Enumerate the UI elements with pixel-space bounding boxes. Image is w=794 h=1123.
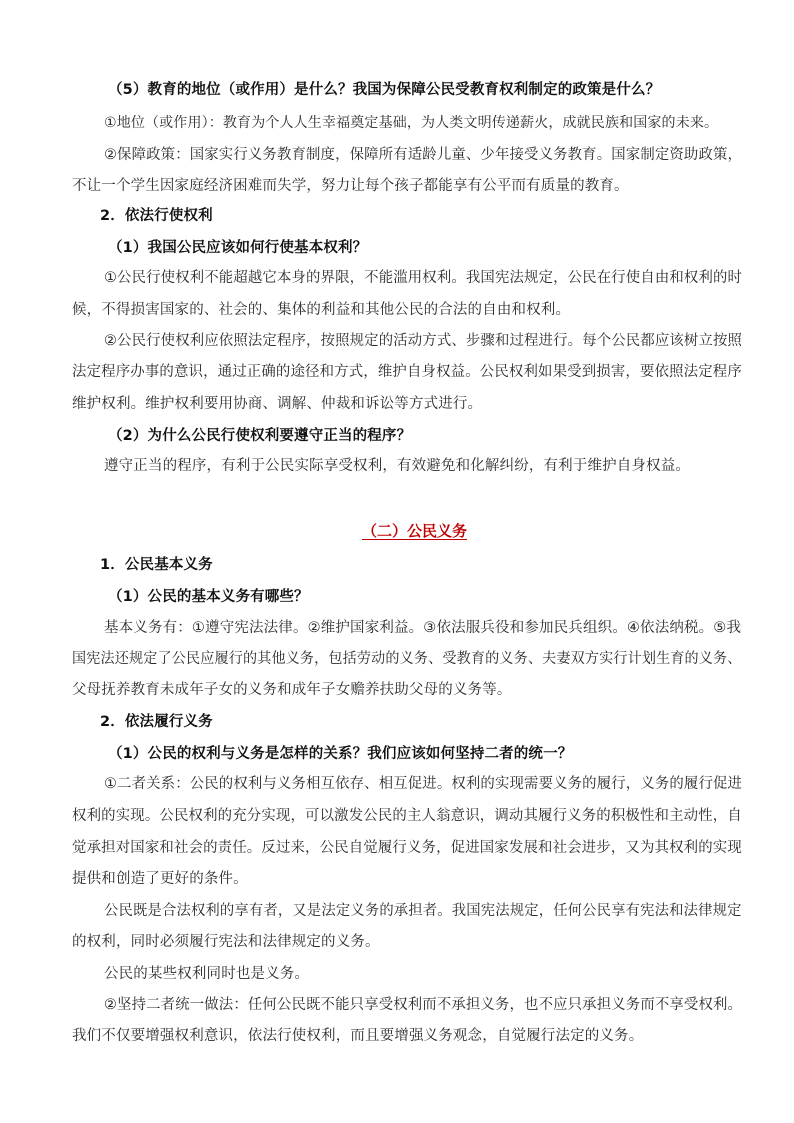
fulfill-q1-p4-line-2: 我们不仅要增强权利意识，依法行使权利，而且要增强义务观念，自觉履行法定的义务。 xyxy=(72,1028,644,1044)
rights-q1-p2-line-2: 法定程序办事的意识，通过正确的途径和方式，维护自身权益。公民权利如果受到损害，要依照法定程序 xyxy=(72,364,742,380)
fulfill-q1-p1-line-2: 权利的实现。公民权利的充分实现，可以激发公民的主人翁意识，调动其履行义务的积极性和主动性，自 xyxy=(72,808,742,824)
fulfill-q1-p1-line-3: 觉承担对国家和社会的责任。反过来，公民自觉履行义务，促进国家发展和社会进步，又为其权利的实现 xyxy=(72,840,742,856)
rights-q1-p2-line-1: ②公民行使权利应依照法定程序，按照规定的活动方式、步骤和过程进行。每个公民都应该树立按照 xyxy=(104,333,743,349)
rights-question-2-title: （2）为什么公民行使权利要遵守正当的程序？ xyxy=(108,428,412,444)
duties-q1-line-3: 父母抚养教育未成年子女的义务和成年子女赡养扶助父母的义务等。 xyxy=(72,682,512,698)
section-heading-basic-duties: 1．公民基本义务 xyxy=(100,557,213,573)
rights-question-1-title: （1）我国公民应该如何行使基本权利？ xyxy=(108,240,368,256)
rights-q2-answer: 遵守正当的程序，有利于公民实际享受权利，有效避免和化解纠纷，有利于维护自身权益。 xyxy=(104,458,690,474)
fulfill-q1-p2-line-2: 的权利，同时必须履行宪法和法律规定的义务。 xyxy=(72,934,380,950)
q5-paragraph-2-line-2: 不让一个学生因家庭经济困难而失学，努力让每个孩子都能享有公平而有质量的教育。 xyxy=(72,178,629,194)
fulfill-q1-p2-line-1: 公民既是合法权利的享有者，又是法定义务的承担者。我国宪法规定，任何公民享有宪法和法律规定 xyxy=(104,903,742,919)
duties-q1-line-2: 国宪法还规定了公民应履行的其他义务，包括劳动的义务、受教育的义务、夫妻双方实行计划生育的义务、 xyxy=(72,651,742,667)
fulfill-q1-p1-line-1: ①二者关系：公民的权利与义务相互依存、相互促进。权利的实现需要义务的履行，义务的履行促进 xyxy=(104,776,743,792)
fulfill-q1-p3: 公民的某些权利同时也是义务。 xyxy=(104,966,310,982)
section-heading-fulfill-duties: 2．依法履行义务 xyxy=(100,714,213,730)
fulfill-q1-p1-line-4: 提供和创造了更好的条件。 xyxy=(72,871,248,887)
rights-q1-p2-line-3: 维护权利。维护权利要用协商、调解、仲裁和诉讼等方式进行。 xyxy=(72,396,483,412)
rights-q1-p1-line-1: ①公民行使权利不能超越它本身的界限，不能滥用权利。我国宪法规定，公民在行使自由和权利的时 xyxy=(104,270,743,286)
duties-question-1-title: （1）公民的基本义务有哪些？ xyxy=(108,589,309,605)
rights-q1-p1-line-2: 候，不得损害国家的、社会的、集体的利益和其他公民的合法的自由和权利。 xyxy=(72,302,571,318)
fulfill-question-1-title: （1）公民的权利与义务是怎样的关系？我们应该如何坚持二者的统一？ xyxy=(108,746,573,762)
duties-q1-line-1: 基本义务有：①遵守宪法法律。②维护国家利益。③依法服兵役和参加民兵组织。④依法纳税。⑤我 xyxy=(104,620,742,636)
section-title-civic-duties: （二）公民义务 xyxy=(362,522,468,540)
q5-paragraph-2-line-1: ②保障政策：国家实行义务教育制度，保障所有适龄儿童、少年接受义务教育。国家制定资助政策， xyxy=(104,147,743,163)
fulfill-q1-p4-line-1: ②坚持二者统一做法：任何公民既不能只享受权利而不承担义务，也不应只承担义务而不享受权利。 xyxy=(104,997,743,1013)
q5-paragraph-1: ①地位（或作用）：教育为个人人生幸福奠定基础，为人类文明传递薪火，成就民族和国家的未来。 xyxy=(104,115,719,131)
section-heading-exercise-rights: 2．依法行使权利 xyxy=(100,208,213,224)
question-5-title: （5）教育的地位（或作用）是什么？我国为保障公民受教育权利制定的政策是什么？ xyxy=(108,82,661,98)
